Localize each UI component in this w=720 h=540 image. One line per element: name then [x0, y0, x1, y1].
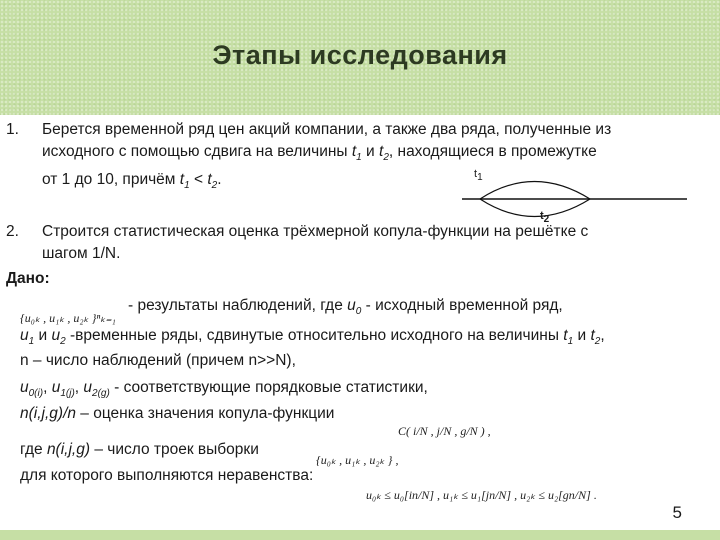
step-2	[6, 221, 711, 265]
observations-set-formula: {u₀ₖ , u₁ₖ , u₂ₖ }ⁿₖ₌₁	[20, 311, 116, 325]
given-line-2: $u_1$ и $u_2$ -временные ряды, сдвинутые относительно исходного на величины $t_1$ и $t_2$,	[20, 327, 605, 348]
step-2-number: 2.	[6, 223, 19, 240]
page-number: 5	[672, 503, 682, 522]
step-2-line-1: Строится статистическая оценка трёхмерной копула-функции на решётке с	[42, 223, 589, 240]
diagram-label-t1: $t_1$	[474, 168, 483, 184]
step-1-line-3: от 1 до 10, причём $t_1 < t_2$.	[42, 171, 222, 192]
given-line-1: - результаты наблюдений, где $u_0$ - исходный временной ряд,	[128, 297, 563, 318]
inequalities-formula: u₀ₖ ≤ u₀[in/N] , u₁ₖ ≤ u₁[jn/N] , u₂ₖ ≤ u₂[gn/N] .	[366, 488, 597, 502]
slide-header	[0, 0, 720, 115]
step-1-line-2: исходного с помощью сдвига на величины $t_1$ и $t_2$, находящиеся в промежутке	[42, 143, 597, 164]
step-1-number: 1.	[6, 121, 19, 138]
given-line-3: n – число наблюдений (причем n>>N),	[20, 352, 296, 369]
given-line-5: n(i,j,g)/n – оценка значения копула-функции	[20, 405, 335, 422]
given-line-7: для которого выполняются неравенства:	[20, 467, 314, 484]
slide-title: Этапы исследования	[212, 40, 508, 70]
shift-arc-bottom	[480, 199, 590, 217]
copula-formula: C( i/N , j/N , g/N ) ,	[398, 424, 491, 438]
triple-formula: {u₀ₖ , u₁ₖ , u₂ₖ } ,	[316, 453, 399, 467]
slide-footer-band	[0, 530, 720, 540]
step-2-line-2: шагом 1/N.	[42, 245, 121, 262]
shift-diagram	[462, 168, 692, 228]
given-line-4: $u_{0(i)}$, $u_{1(j)}$, $u_{2(g)}$ - соответствующие порядковые статистики,	[20, 379, 428, 400]
shift-diagram-svg	[462, 168, 692, 228]
step-1-line-1: Берется временной ряд цен акций компании, а также два ряда, полученные из	[42, 121, 612, 138]
given-line-6: где n(i,j,g) – число троек выборки	[20, 441, 259, 458]
shift-arc-top	[480, 182, 590, 200]
diagram-label-t2: $t_2$	[540, 210, 550, 226]
given-heading: Дано:	[6, 270, 50, 287]
